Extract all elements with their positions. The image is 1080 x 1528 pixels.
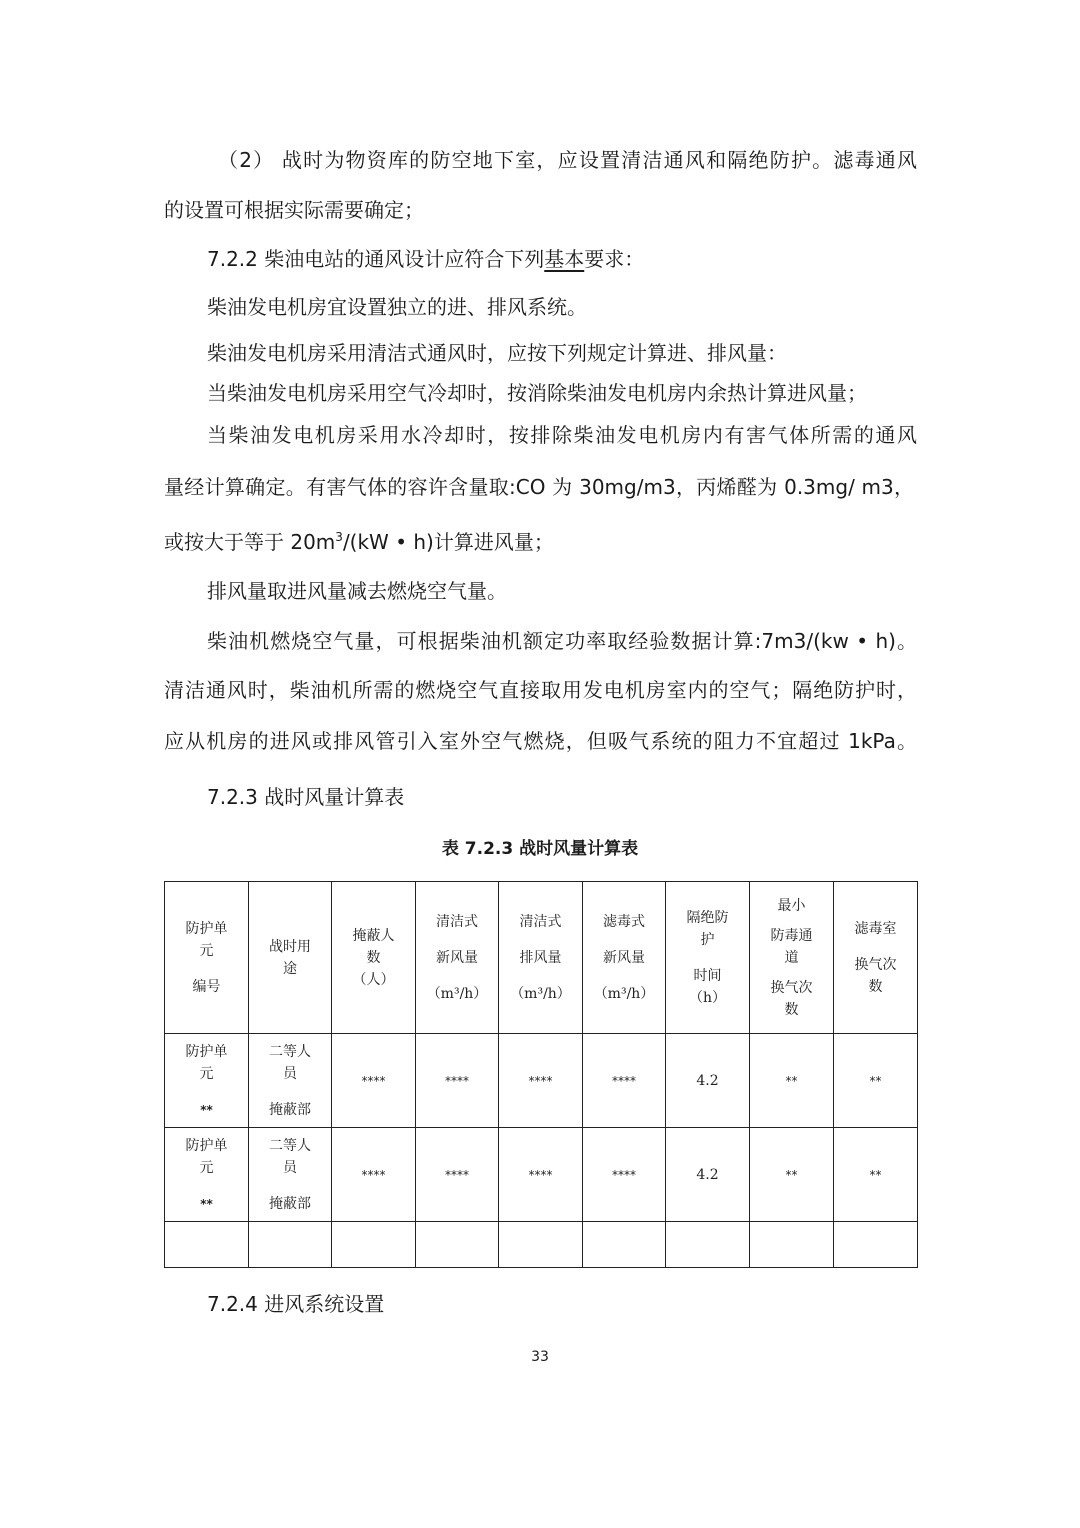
cell-people: ****	[332, 1034, 416, 1128]
cell-clean-exhaust-air: ****	[499, 1034, 583, 1128]
paragraph-line: 当柴油发电机房采用空气冷却时，按消除柴油发电机房内余热计算进风量；	[207, 381, 867, 405]
table-row	[165, 1128, 918, 1222]
header-wartime-use: 战时用 途	[249, 882, 332, 1034]
empty-cell	[750, 1222, 834, 1268]
superscript: 3	[335, 530, 343, 544]
empty-cell	[416, 1222, 499, 1268]
header-clean-exhaust-air: 清洁式 排风量 （m³/h）	[499, 882, 583, 1034]
heading-text: 7.2.2 柴油电站的通风设计应符合下列	[207, 247, 545, 271]
header-min-decontam-air-changes: 最小 防毒通 道 换气次 数	[750, 882, 834, 1034]
table-row	[165, 1034, 918, 1128]
paragraph-line: 柴油机燃烧空气量，可根据柴油机额定功率取经验数据计算:7m3/(kw • h)。	[207, 629, 917, 653]
cell-min-air-changes: **	[750, 1128, 834, 1222]
ventilation-table	[164, 881, 918, 1268]
cell-filter-air-changes: **	[834, 1034, 918, 1128]
cell-filter-air-changes: **	[834, 1128, 918, 1222]
empty-cell	[583, 1222, 666, 1268]
text-run: 或按大于等于 20m	[164, 530, 336, 554]
paragraph-line: 的设置可根据实际需要确定；	[164, 198, 424, 222]
section-heading-7-2-2	[207, 245, 967, 273]
cell-clean-exhaust-air: ****	[499, 1128, 583, 1222]
cell-clean-fresh-air: ****	[416, 1034, 499, 1128]
paragraph-line: 应从机房的进风或排风管引入室外空气燃烧，但吸气系统的阻力不宜超过 1kPa。	[164, 729, 917, 753]
empty-cell	[249, 1222, 332, 1268]
paragraph-line: 当柴油发电机房采用水冷却时，按排除柴油发电机房内有害气体所需的通风	[207, 423, 917, 447]
empty-cell	[666, 1222, 750, 1268]
cell-filter-fresh-air: ****	[583, 1128, 666, 1222]
empty-cell	[834, 1222, 918, 1268]
cell-min-air-changes: **	[750, 1034, 834, 1128]
paragraph-line: 清洁通风时，柴油机所需的燃烧空气直接取用发电机房室内的空气；隔绝防护时，	[164, 678, 917, 702]
header-filter-room-air-changes: 滤毒室 换气次 数	[834, 882, 918, 1034]
table-caption: 表 7.2.3 战时风量计算表	[441, 839, 639, 859]
text-run: /(kW • h)计算进风量；	[342, 530, 554, 554]
table-row-empty	[165, 1222, 918, 1268]
empty-cell	[332, 1222, 416, 1268]
cell-people: ****	[332, 1128, 416, 1222]
cell-use: 二等人 员 掩蔽部	[249, 1034, 332, 1128]
cell-clean-fresh-air: ****	[416, 1128, 499, 1222]
cell-isolation-time: 4.2	[666, 1128, 750, 1222]
empty-cell	[165, 1222, 249, 1268]
section-heading-7-2-3: 7.2.3 战时风量计算表	[207, 785, 405, 809]
heading-text: 要求：	[584, 247, 645, 271]
table-header-row	[165, 882, 918, 1034]
header-unit-number: 防护单 元 编号	[165, 882, 249, 1034]
cell-filter-fresh-air: ****	[583, 1034, 666, 1128]
header-isolation-time: 隔绝防 护 时间 （h）	[666, 882, 750, 1034]
empty-cell	[499, 1222, 583, 1268]
cell-isolation-time: 4.2	[666, 1034, 750, 1128]
cell-unit: 防护单 元 **	[165, 1034, 249, 1128]
section-heading-7-2-4: 7.2.4 进风系统设置	[207, 1292, 385, 1316]
cell-unit: 防护单 元 **	[165, 1128, 249, 1222]
paragraph-line: （2） 战时为物资库的防空地下室，应设置清洁通风和隔绝防护。滤毒通风	[218, 148, 917, 172]
paragraph-line: 排风量取进风量减去燃烧空气量。	[207, 579, 507, 603]
paragraph-line: 柴油发电机房采用清洁式通风时，应按下列规定计算进、排风量：	[207, 341, 787, 365]
header-filter-fresh-air: 滤毒式 新风量 （m³/h）	[583, 882, 666, 1034]
paragraph-line: 量经计算确定。有害气体的容许含量取:CO 为 30mg/m3，丙烯醛为 0.3mg/ m3，	[164, 475, 914, 499]
cell-use: 二等人 员 掩蔽部	[249, 1128, 332, 1222]
paragraph-line: 柴油发电机房宜设置独立的进、排风系统。	[207, 295, 587, 319]
header-clean-fresh-air: 清洁式 新风量 （m³/h）	[416, 882, 499, 1034]
page-number: 33	[531, 1349, 549, 1365]
header-shelter-people: 掩蔽人 数 （人）	[332, 882, 416, 1034]
underlined-text: 基本	[544, 247, 585, 271]
paragraph-line	[164, 528, 924, 556]
